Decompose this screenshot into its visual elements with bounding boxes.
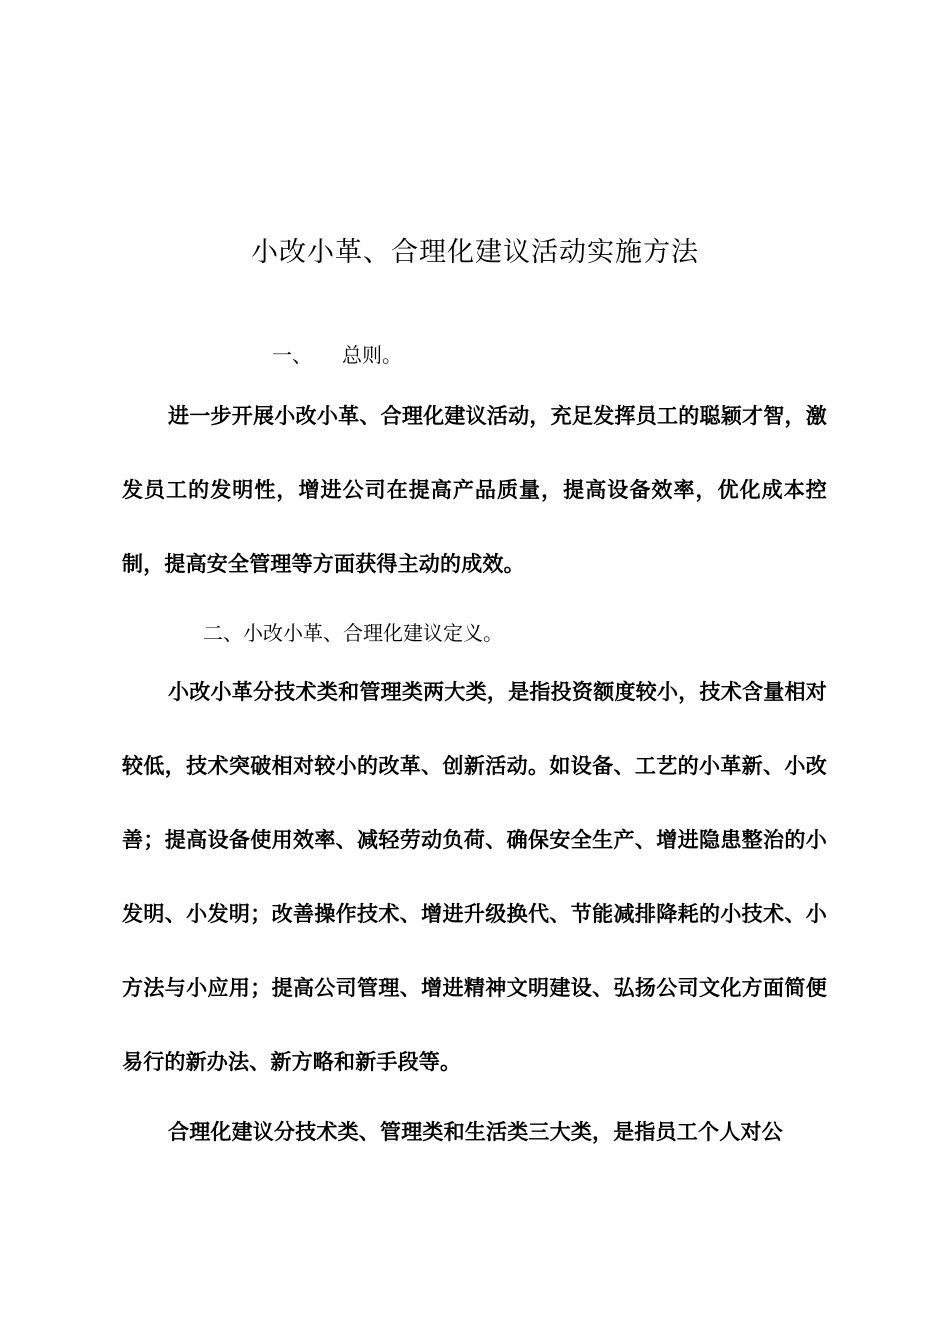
section-2-paragraph-2: 合理化建议分技术类、管理类和生活类三大类，是指员工个人对公 [168,1120,783,1144]
section-2-paragraph: 小改小革分技术类和管理类两大类，是指投资额度较小，技术含量相对较低，技术突破相对较小的改革、创新活动。如设备、工艺的小革新、小改善；提高设备使用效率、减轻劳动负荷、确保安全生产、增进隐患整治的小发明、小发明；改善操作技术、增进升级换代、节能减排降耗的小技术、小方法与小应用；提高公司管理、增进精神文明建设、弘扬公司文化方面简便易行的新办法、新方略和新手段等。 [122,680,827,1074]
section-1-heading [272,339,402,368]
section-2-heading: 二、小改小革、合理化建议定义。 [203,621,503,645]
document-title: 小改小革、合理化建议活动实施方法 [251,237,699,268]
section-1-title: 总则。 [342,343,402,367]
section-1-paragraph: 进一步开展小改小革、合理化建议活动，充足发挥员工的聪颖才智，激发员工的发明性，增进公司在提高产品质量，提高设备效率，优化成本控制，提高安全管理等方面获得主动的成效。 [122,404,827,576]
section-1-number: 一、 [272,343,312,367]
